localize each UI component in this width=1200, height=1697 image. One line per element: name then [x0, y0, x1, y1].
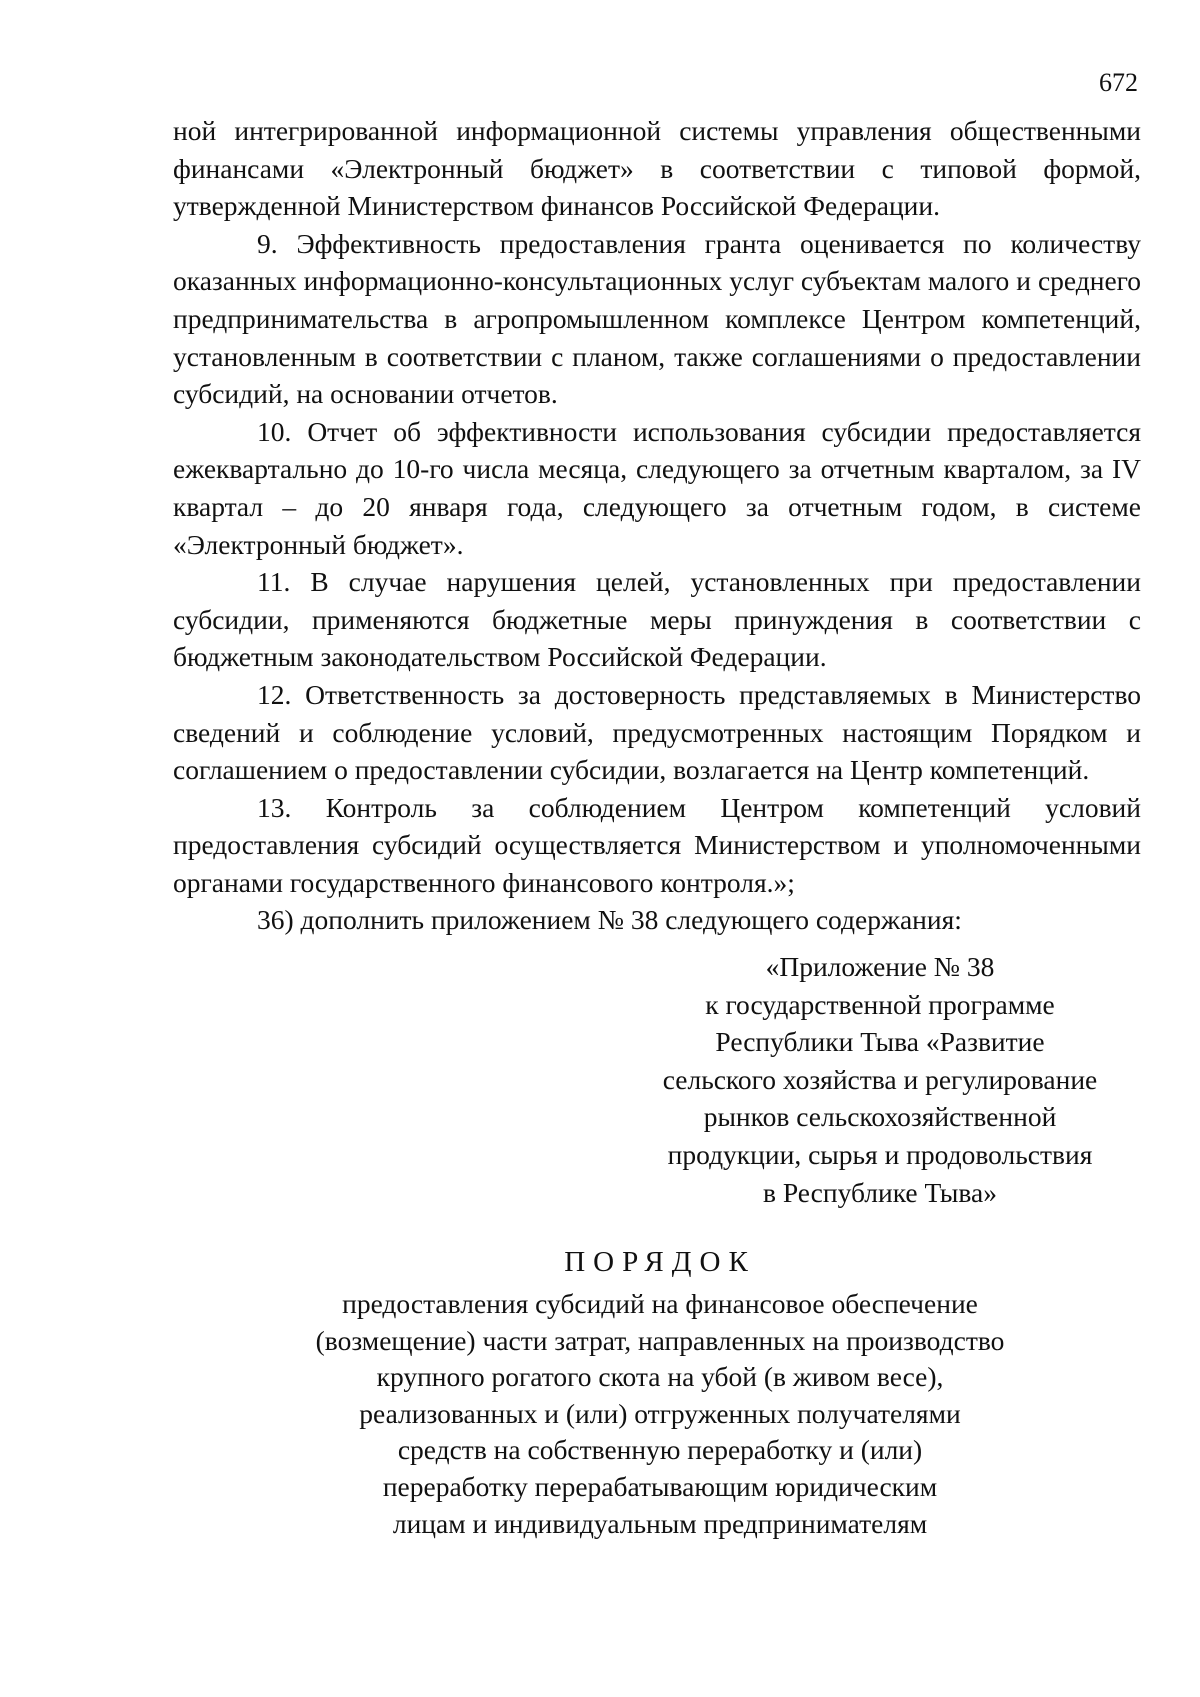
body-text — [173, 112, 1141, 939]
paragraph-item-10: 10. Отчет об эффективности использования субсидии предоставляется ежеквартально до 10-го числа месяца, следующего за отчетным кварталом, за IV квартал – до 20 января года, следующего за отчетным годом, в системе «Электронный бюджет». — [173, 415, 1141, 560]
appendix-line: в Республике Тыва» — [763, 1176, 997, 1208]
document-subtitle — [180, 1286, 1140, 1542]
subtitle-line: реализованных и (или) отгруженных получателями — [359, 1397, 961, 1429]
page-number: 672 — [1099, 68, 1138, 97]
appendix-line: сельского хозяйства и регулирование — [662, 1063, 1098, 1095]
appendix-line: Республики Тыва «Развитие — [715, 1026, 1045, 1058]
paragraph-continuation: ной интегрированной информационной системы управления общественными финансами «Электронный бюджет» в соответствии с типовой формой, утвержденной Министерством финансов Российской Федерации. — [173, 115, 1141, 222]
paragraph-item-12: 12. Ответственность за достоверность представляемых в Министерство сведений и соблюдение условий, предусмотренных настоящим Порядком и соглашением о предоставлении субсидии, возлагается на Центр компетенций. — [173, 678, 1141, 786]
appendix-header — [620, 948, 1140, 1211]
paragraph-item-36: 36) дополнить приложением № 38 следующего содержания: — [257, 904, 962, 936]
subtitle-line: средств на собственную переработку и (или) — [397, 1434, 923, 1466]
appendix-line: к государственной программе — [705, 988, 1055, 1020]
paragraph-item-9: 9. Эффективность предоставления гранта оценивается по количеству оказанных информационно-консультационных услуг субъектам малого и среднего предпринимательства в агропромышленном комплексе Центром компетенций, установленным в соответствии с планом, также соглашениями о предоставлении субсидий, на основании отчетов. — [173, 227, 1141, 410]
document-title: ПОРЯДОК — [564, 1246, 756, 1278]
subtitle-line: переработку перерабатывающим юридическим — [382, 1470, 938, 1502]
subtitle-line: лицам и индивидуальным предпринимателям — [392, 1507, 928, 1539]
subtitle-line: крупного рогатого скота на убой (в живом весе), — [376, 1361, 944, 1393]
appendix-line: рынков сельскохозяйственной — [703, 1101, 1057, 1133]
appendix-line: продукции, сырья и продовольствия — [667, 1138, 1093, 1170]
appendix-line: «Приложение № 38 — [765, 951, 995, 982]
paragraph-item-13: 13. Контроль за соблюдением Центром компетенций условий предоставления субсидий осуществляется Министерством и уполномоченными органами государственного финансового контроля.»; — [173, 791, 1141, 898]
paragraph-item-11: 11. В случае нарушения целей, установленных при предоставлении субсидии, применяются бюджетные меры принуждения в соответствии с бюджетным законодательством Российской Федерации. — [173, 566, 1141, 673]
subtitle-line: предоставления субсидий на финансовое обеспечение — [342, 1288, 978, 1319]
subtitle-line: (возмещение) части затрат, направленных на производство — [315, 1324, 1005, 1356]
